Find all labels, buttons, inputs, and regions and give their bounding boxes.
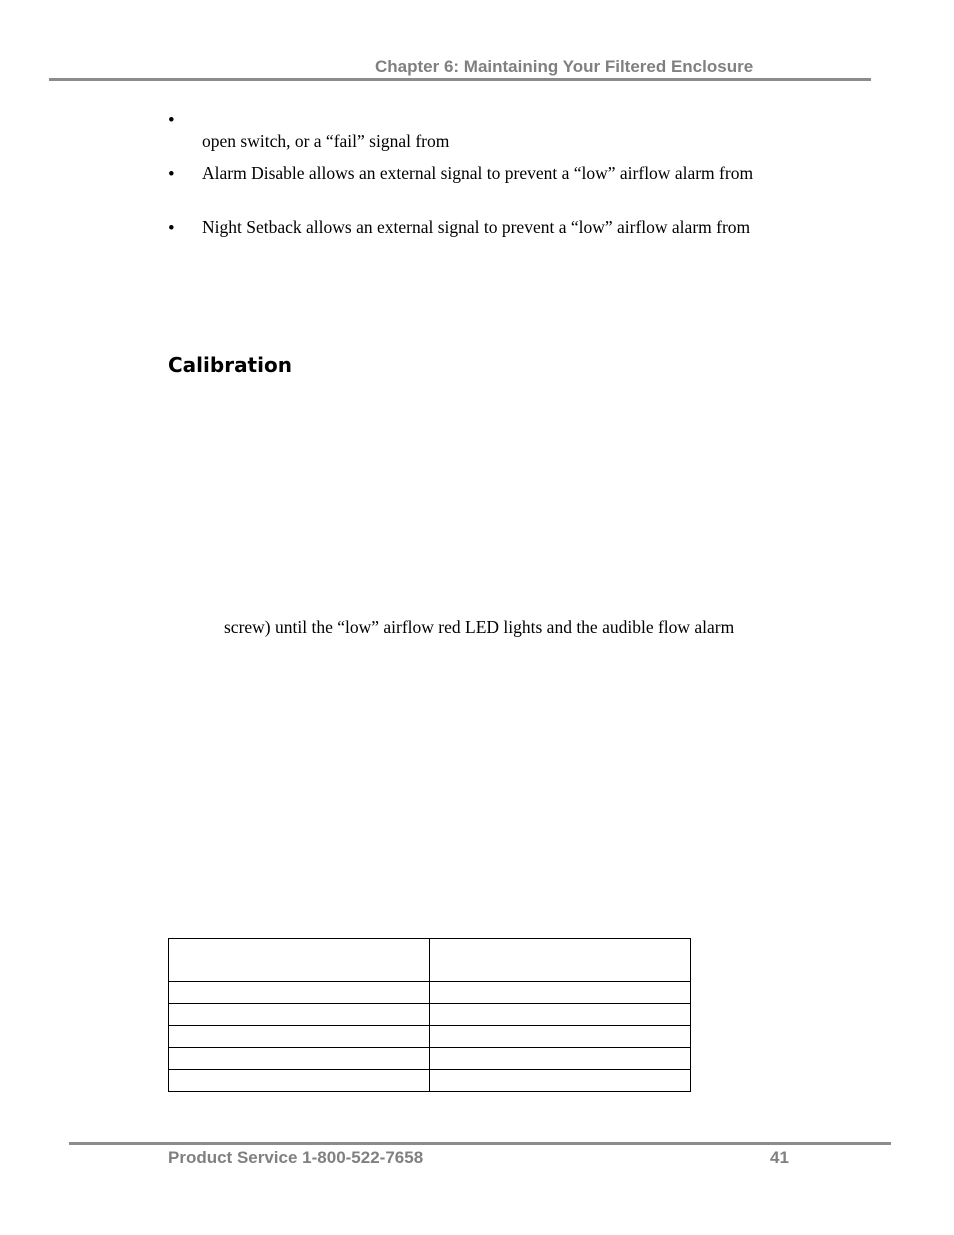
table-cell [169,1004,430,1026]
bullet-marker-2: • [168,164,175,185]
table-cell [430,1004,691,1026]
calibration-table [168,938,691,1092]
bullet-3-text: Night Setback allows an external signal to prevent a “low” airflow alarm from [202,217,751,237]
table-row [169,1004,691,1026]
table-row [169,1026,691,1048]
table-cell [430,1048,691,1070]
table-cell [169,1026,430,1048]
table-cell [169,1070,430,1092]
table-cell [430,1070,691,1092]
header-divider [49,78,871,81]
table-cell [430,1026,691,1048]
chapter-header-title: Chapter 6: Maintaining Your Filtered Enclosure [375,57,754,76]
calibration-step-text: screw) until the “low” airflow red LED lights and the audible flow alarm [224,617,735,637]
bullet-2-text: Alarm Disable allows an external signal to prevent a “low” airflow alarm from [202,163,754,183]
bullet-marker-3: • [168,218,175,239]
bullet-marker-1: • [168,110,175,131]
table-row [169,982,691,1004]
table-cell [169,982,430,1004]
table-cell [430,982,691,1004]
table-header-cell [169,939,430,982]
table-header-row [169,939,691,982]
footer-divider [69,1142,891,1145]
page-number: 41 [770,1148,789,1167]
calibration-heading: Calibration [168,353,292,377]
bullet-1-line-2: open switch, or a “fail” signal from [202,131,450,151]
table-cell [169,1048,430,1070]
table-header-cell [430,939,691,982]
table-row [169,1070,691,1092]
product-service-line: Product Service 1-800-522-7658 [168,1148,424,1167]
table-row [169,1048,691,1070]
